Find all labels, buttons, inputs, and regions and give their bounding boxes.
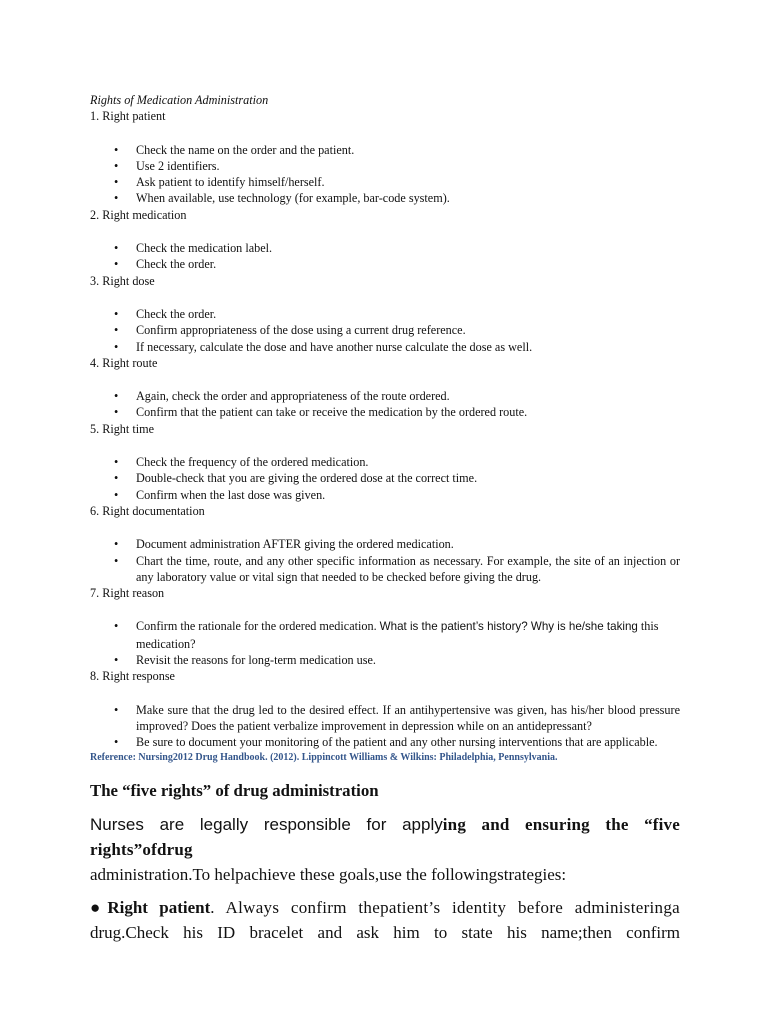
section-title: The “five rights” of drug administration — [90, 780, 379, 800]
bullet-list — [90, 618, 680, 668]
bullet-text: Chart the time, route, and any other specific information as necessary. For example, the site of an injection or any laboratory value or vital sign that needed to be checked before giving the drug. — [136, 553, 680, 584]
bullet-icon: • — [114, 619, 119, 634]
spacer — [90, 519, 680, 536]
right-heading: 3. Right dose — [90, 273, 155, 288]
right-patient-line-2: drug.Check his ID bracelet and ask him to state his name;then confirm — [90, 922, 680, 942]
bullet-icon: • — [114, 339, 119, 354]
bullet-item — [90, 142, 680, 158]
bullet-item — [90, 553, 680, 586]
bullet-list — [90, 388, 680, 421]
bullet-icon: • — [114, 471, 119, 486]
right-heading: 7. Right reason — [90, 586, 165, 601]
right-patient-lead: . Always confirm thepatient’s identity before administeringa — [210, 897, 681, 917]
intro-part-2: ing and ensuring the “five rights”ofdrug — [90, 814, 680, 859]
bullet-text: Use 2 identifiers. — [136, 158, 220, 173]
bullet-list — [90, 454, 680, 503]
right-heading: 4. Right route — [90, 355, 158, 370]
bullet-item — [90, 256, 680, 272]
right-heading: 2. Right medication — [90, 207, 187, 222]
bullet-icon: • — [114, 323, 119, 338]
bullet-list — [90, 240, 680, 273]
bullet-text: Check the order. — [136, 257, 217, 272]
bullet-text: Confirm that the patient can take or receive the medication by the ordered route. — [136, 405, 528, 420]
bullet-icon: • — [114, 702, 119, 717]
bullet-icon: • — [114, 158, 119, 173]
spacer — [90, 601, 680, 618]
bullet-text-continued: this medication? — [136, 619, 659, 651]
bullet-list — [90, 142, 680, 207]
bullet-text: Make sure that the drug led to the desired effect. If an antihypertensive was given, has his/her blood pressure improved? Does the patient verbalize improvement in depression while on an antidepressant? — [136, 702, 680, 733]
bullet-text: Check the order. — [136, 306, 217, 321]
bullet-item — [90, 339, 680, 355]
bullet-text: Ask patient to identify himself/herself. — [136, 175, 325, 190]
right-heading: 6. Right documentation — [90, 503, 205, 518]
bullet-text: Be sure to document your monitoring of the patient and any other nursing interventions that are applicable. — [136, 735, 658, 750]
bullet-icon: • — [114, 191, 119, 206]
bullet-item — [90, 388, 680, 404]
bullet-text: Confirm when the last dose was given. — [136, 487, 326, 502]
spacer — [90, 685, 680, 702]
bullet-text: If necessary, calculate the dose and have another nurse calculate the dose as well. — [136, 339, 533, 354]
bullet-item — [90, 702, 680, 735]
document-body — [90, 92, 680, 945]
bullet-item — [90, 652, 680, 668]
bullet-text: Revisit the reasons for long-term medication use. — [136, 653, 376, 668]
bullet-icon: • — [114, 142, 119, 157]
bullet-item — [90, 158, 680, 174]
bullet-icon: • — [114, 553, 119, 568]
bullet-item — [90, 487, 680, 503]
bullet-text-alt-font: What is the patient’s history? Why is he/she taking — [379, 620, 638, 634]
bullet-text: Confirm the rationale for the ordered medication. — [136, 619, 380, 634]
intro-part-1: Nurses are legally responsible for apply — [90, 814, 443, 834]
bullet-icon: • — [114, 405, 119, 420]
spacer — [90, 437, 680, 454]
bullet-icon: • — [114, 537, 119, 552]
bullet-item — [90, 536, 680, 552]
right-heading: 1. Right patient — [90, 109, 166, 124]
bullet-text: Double-check that you are giving the ordered dose at the correct time. — [136, 471, 478, 486]
bullet-list — [90, 306, 680, 355]
document-title: Rights of Medication Administration — [90, 93, 269, 107]
bullet-text: Check the name on the order and the patient. — [136, 142, 355, 157]
spacer — [90, 223, 680, 240]
rights-list — [90, 108, 680, 750]
right-patient-label: ●Right patient — [90, 897, 211, 917]
spacer — [90, 371, 680, 388]
right-heading: 8. Right response — [90, 669, 175, 684]
right-patient-paragraph — [90, 895, 680, 920]
bullet-icon: • — [114, 455, 119, 470]
bullet-icon: • — [114, 389, 119, 404]
bullet-icon: • — [114, 306, 119, 321]
bullet-icon: • — [114, 175, 119, 190]
bullet-item — [90, 190, 680, 206]
bullet-item — [90, 174, 680, 190]
bullet-list — [90, 536, 680, 585]
spacer — [90, 289, 680, 306]
bullet-text: Check the frequency of the ordered medication. — [136, 455, 369, 470]
bullet-item — [90, 734, 680, 750]
bullet-icon: • — [114, 653, 119, 668]
reference-citation: Reference: Nursing2012 Drug Handbook. (2012). Lippincott Williams & Wilkins: Philadelphia, Pennsylvania. — [90, 751, 558, 763]
bullet-icon: • — [114, 735, 119, 750]
bullet-icon: • — [114, 487, 119, 502]
right-heading: 5. Right time — [90, 421, 154, 436]
bullet-icon: • — [114, 241, 119, 256]
bullet-item — [90, 306, 680, 322]
bullet-text: When available, use technology (for example, bar-code system). — [136, 191, 450, 206]
intro-paragraph — [90, 812, 680, 862]
bullet-list — [90, 702, 680, 751]
bullet-text: Confirm appropriateness of the dose using a current drug reference. — [136, 323, 466, 338]
bullet-item — [90, 404, 680, 420]
bullet-text: Check the medication label. — [136, 241, 273, 256]
bullet-text: Document administration AFTER giving the ordered medication. — [136, 537, 454, 552]
bullet-item — [90, 240, 680, 256]
bullet-item — [90, 322, 680, 338]
bullet-text: Again, check the order and appropriateness of the route ordered. — [136, 389, 450, 404]
bullet-item — [90, 454, 680, 470]
bullet-item — [90, 470, 680, 486]
intro-paragraph-line-2: administration.To helpachieve these goals,use the followingstrategies: — [90, 864, 567, 884]
spacer — [90, 125, 680, 142]
bullet-icon: • — [114, 257, 119, 272]
bullet-item — [90, 618, 680, 652]
